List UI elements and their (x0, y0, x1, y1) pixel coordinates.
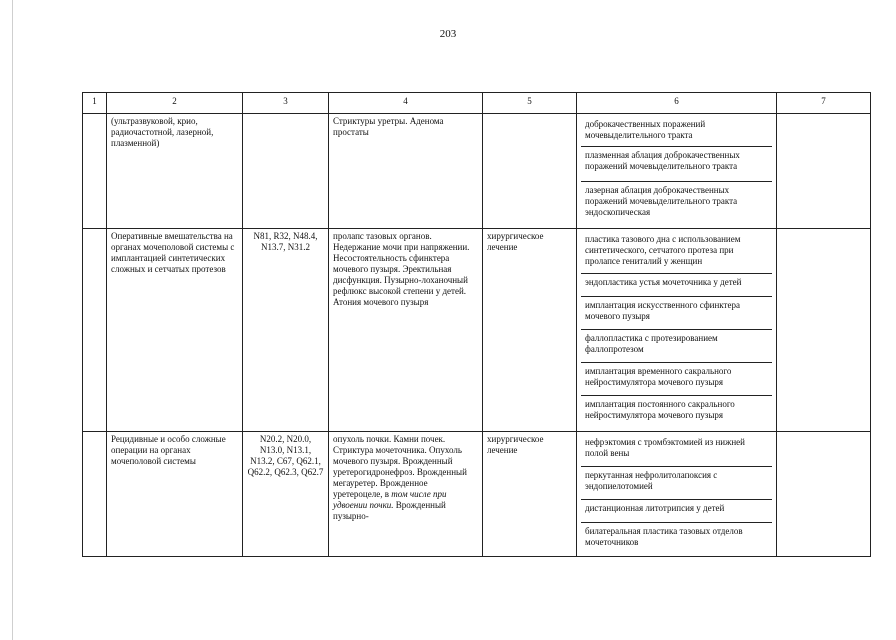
header-col-3: 3 (243, 93, 329, 114)
cell-number (83, 114, 107, 229)
cell-methods (577, 229, 777, 432)
cell-extra (777, 432, 871, 557)
cell-icd-codes: N20.2, N20.0, N13.0, N13.1, N13.2, C67, Q62.1, Q62.2, Q62.3, Q62.7 (243, 432, 329, 557)
cell-treatment-type: хирургическое лечение (483, 432, 577, 557)
method-item: пластика тазового дна с использованием синтетического, сетчатого протеза при пролапсе гениталий у женщин (581, 231, 772, 274)
cell-treatment-type (483, 114, 577, 229)
method-item: дистанционная литотрипсия у детей (581, 500, 772, 523)
table-row (83, 229, 871, 432)
cell-number (83, 432, 107, 557)
cell-diagnosis: пролапс тазовых органов. Недержание мочи при напряжении. Несостоятельность сфинктера мочевого пузыря. Эректильная дисфункция. Пузырно-лоханочный рефлюкс высокой степени у детей. Атония мочевого пузыря (329, 229, 483, 432)
page-edge-line (12, 0, 13, 640)
cell-icd-codes: N81, R32, N48.4, N13.7, N31.2 (243, 229, 329, 432)
diagnosis-text-italic: том числе при удвоении почки. (333, 489, 447, 510)
cell-icd-codes (243, 114, 329, 229)
cell-procedure-group: Рецидивные и особо сложные операции на органах мочеполовой системы (107, 432, 243, 557)
cell-extra (777, 229, 871, 432)
header-col-2: 2 (107, 93, 243, 114)
header-row (83, 93, 871, 114)
cell-extra (777, 114, 871, 229)
table-row (83, 432, 871, 557)
diagnosis-text-tail: Врожденный пузырно- (333, 500, 446, 521)
method-item: перкутанная нефролитолапоксия с эндопиелотомией (581, 467, 772, 500)
diagnosis-text: опухоль почки. Камни почек. Стриктура мочеточника. Опухоль мочевого пузыря. Врожденный уретерогидронефроз. Врожденный мегауретер. Врожденное уретероцеле, в (333, 434, 467, 499)
header-col-5: 5 (483, 93, 577, 114)
cell-methods (577, 114, 777, 229)
method-item: имплантация временного сакрального нейростимулятора мочевого пузыря (581, 363, 772, 396)
cell-procedure-group: Оперативные вмешательства на органах мочеполовой системы с имплантацией синтетических сложных и сетчатых протезов (107, 229, 243, 432)
header-col-6: 6 (577, 93, 777, 114)
page-number: 203 (439, 28, 457, 40)
procedures-table (82, 92, 871, 557)
method-item: фаллопластика с протезированием фаллопротезом (581, 330, 772, 363)
cell-diagnosis (329, 432, 483, 557)
method-item: нефрэктомия с тромбэктомией из нижней полой вены (581, 434, 772, 467)
method-item: имплантация постоянного сакрального нейростимулятора мочевого пузыря (585, 399, 735, 420)
method-item: имплантация искусственного сфинктера мочевого пузыря (581, 297, 772, 330)
method-item: билатеральная пластика тазовых отделов мочеточников (585, 526, 743, 547)
method-item: доброкачественных поражений мочевыделительного тракта (581, 116, 772, 147)
header-col-7: 7 (777, 93, 871, 114)
method-item: лазерная аблация доброкачественных поражений мочевыделительного тракта эндоскопическая (585, 185, 738, 217)
method-item: плазменная аблация доброкачественных поражений мочевыделительного тракта (581, 147, 772, 182)
method-item: эндопластика устья мочеточника у детей (581, 274, 772, 297)
cell-diagnosis: Стриктуры уретры. Аденома простаты (329, 114, 483, 229)
cell-procedure-group: (ультразвуковой, крио, радиочастотной, лазерной, плазменной) (107, 114, 243, 229)
table-row (83, 114, 871, 229)
header-col-1: 1 (83, 93, 107, 114)
header-col-4: 4 (329, 93, 483, 114)
cell-methods (577, 432, 777, 557)
cell-treatment-type: хирургическое лечение (483, 229, 577, 432)
cell-number (83, 229, 107, 432)
